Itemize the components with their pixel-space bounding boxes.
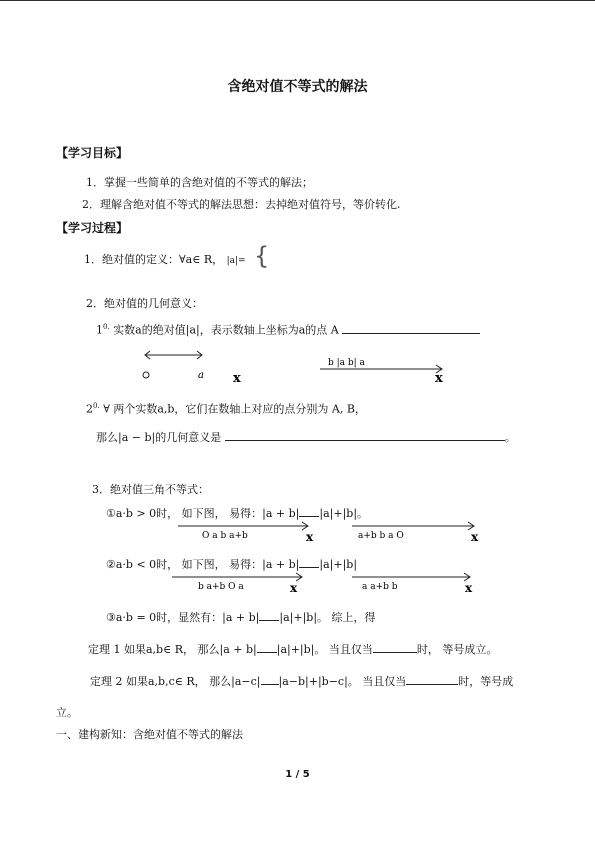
point-2-text: ∀ 两个实数a,b，它们在数轴上对应的点分别为 A, B， bbox=[103, 402, 366, 416]
case-2-line bbox=[106, 556, 357, 572]
blank-point-1[interactable] bbox=[342, 322, 480, 334]
point-1-num: 1 bbox=[96, 323, 103, 337]
case-1-left-axis bbox=[178, 520, 318, 542]
theorem-1-text: 定理 1 如果a,b∈ R， 那么|a + b| bbox=[88, 643, 257, 656]
case-2-left-axis bbox=[172, 571, 312, 593]
point-1-sup: 0. bbox=[103, 323, 110, 331]
case-1-end: |a|+|b|。 bbox=[319, 507, 369, 520]
case-2-right-labels: a a+b b bbox=[362, 582, 398, 592]
theorem-2-end: 时，等号成 bbox=[458, 675, 514, 688]
blank-theorem-1b[interactable] bbox=[373, 641, 417, 653]
page-title: 含绝对值不等式的解法 bbox=[227, 79, 368, 95]
case-3-line bbox=[106, 609, 376, 625]
theorem-1-end: 时， 等号成立。 bbox=[416, 643, 498, 656]
blank-theorem-2a[interactable] bbox=[261, 673, 279, 685]
blank-theorem-2b[interactable] bbox=[406, 673, 458, 685]
abs-a-sketch bbox=[140, 345, 250, 386]
point-2b-end: 。 bbox=[504, 431, 516, 444]
case-1-text: ①a·b > 0时， 如下图， 易得：|a + b| bbox=[106, 507, 300, 520]
blank-point-2[interactable] bbox=[225, 429, 505, 441]
blank-theorem-1a[interactable] bbox=[257, 641, 277, 653]
page-top-rule bbox=[0, 0, 595, 1]
definition-brace: { bbox=[254, 242, 270, 270]
point-1-text: 实数a的绝对值|a|，表示数轴上坐标为a的点 A bbox=[113, 323, 339, 337]
case-2-right-x: x bbox=[465, 581, 473, 595]
origin-mark bbox=[143, 372, 149, 378]
abs-ab-labels: b |a b| a bbox=[328, 358, 365, 368]
theorem-2-continued: 立。 bbox=[56, 706, 78, 719]
point-2b-line bbox=[96, 429, 516, 445]
point-2-line bbox=[86, 399, 366, 417]
goal-item-1: 1．掌握一些简单的含绝对值的不等式的解法； bbox=[86, 176, 313, 189]
definition-text: 1．绝对值的定义：∀a∈ R， bbox=[84, 253, 224, 266]
triangle-inequality-heading: 3．绝对值三角不等式： bbox=[92, 483, 209, 496]
case-1-right-x: x bbox=[471, 530, 479, 544]
case-2-text: ②a·b < 0时， 如下图， 易得：|a + b| bbox=[106, 558, 300, 571]
abs-a-label: |a|= bbox=[226, 256, 246, 266]
case-1-left-labels: O a b a+b bbox=[202, 531, 248, 541]
case-1-line bbox=[106, 505, 368, 521]
theorem-2-text: 定理 2 如果a,b,c∈ R， 那么|a−c| bbox=[90, 675, 261, 688]
case-1-left-x: x bbox=[306, 530, 314, 544]
section-new-knowledge: 一、建构新知：含绝对值不等式的解法 bbox=[56, 728, 243, 741]
theorem-2-mid: |a−b|+|b−c|。 当且仅当 bbox=[278, 675, 407, 688]
a-mark: a bbox=[198, 370, 204, 381]
abs-ab-sketch bbox=[320, 345, 450, 386]
case-1-right-labels: a+b b a O bbox=[358, 531, 404, 541]
process-heading: 【学习过程】 bbox=[56, 221, 129, 235]
point-2-sup: 0. bbox=[93, 402, 100, 410]
theorem-2-line bbox=[90, 673, 513, 689]
point-2b-text: 那么|a − b|的几何意义是 bbox=[96, 431, 222, 444]
blank-case-1[interactable] bbox=[299, 505, 319, 517]
case-2-left-labels: b a+b O a bbox=[198, 582, 244, 592]
theorem-1-mid: |a|+|b|。 当且仅当 bbox=[276, 643, 373, 656]
goals-heading: 【学习目标】 bbox=[56, 146, 129, 160]
point-2-num: 2 bbox=[86, 402, 93, 416]
definition-line bbox=[84, 253, 246, 268]
case-2-right-axis bbox=[352, 571, 482, 593]
theorem-1-line bbox=[88, 641, 497, 657]
page-number: 1 / 5 bbox=[285, 769, 310, 780]
x-axis-label-2: x bbox=[435, 371, 443, 386]
case-1-right-axis bbox=[352, 520, 487, 542]
x-axis-label: x bbox=[233, 371, 241, 386]
case-2-end: |a|+|b| bbox=[319, 558, 358, 571]
case-2-left-x: x bbox=[290, 581, 298, 595]
case-3-text: ③a·b = 0时，显然有：|a + b| bbox=[106, 611, 260, 624]
goal-item-2: 2．理解含绝对值不等式的解法思想：去掉绝对值符号，等价转化. bbox=[82, 198, 401, 211]
blank-case-3[interactable] bbox=[259, 609, 279, 621]
blank-case-2[interactable] bbox=[299, 556, 319, 568]
point-1-line bbox=[96, 320, 480, 338]
case-3-end: |a|+|b|。 综上，得 bbox=[279, 611, 376, 624]
geometric-meaning: 2．绝对值的几何意义： bbox=[86, 297, 203, 310]
